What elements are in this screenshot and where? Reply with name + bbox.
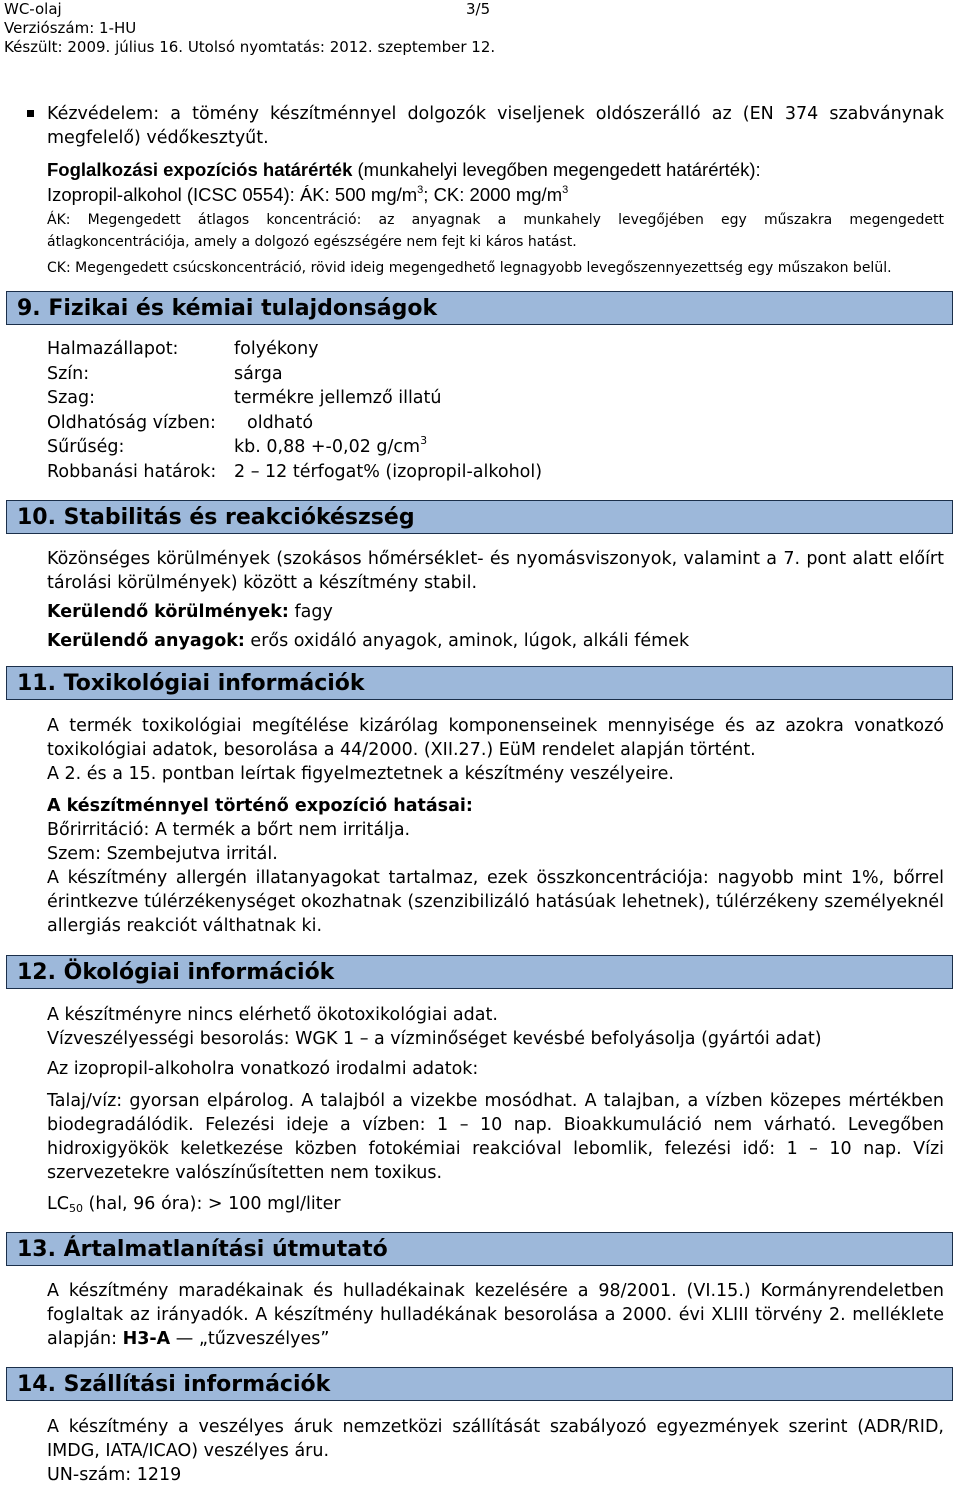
lc-sub: 50 <box>68 1202 83 1215</box>
unit-sup-1: 3 <box>417 184 424 196</box>
eye-irritation: Szem: Szembejutva irritál. <box>47 844 278 864</box>
exposure-limit-heading <box>47 158 944 182</box>
transport-text: A készítmény a veszélyes áruk nemzetközi szállítását szabályozó egyezmények szerint (ADR/RID, IMDG, IATA/ICAO) veszélyes áru. <box>47 1417 944 1461</box>
avoid-materials-label: Kerülendő anyagok: <box>47 631 245 651</box>
section-12-header <box>6 955 953 989</box>
property-value: termékre jellemző illatú <box>234 388 442 409</box>
section-12-title: 12. Ökológiai információk <box>17 960 335 985</box>
isopropyl-ak: Izopropil-alkohol (ICSC 0554): ÁK: 500 mg/m <box>47 184 418 205</box>
section-9-title: 9. Fizikai és kémiai tulajdonságok <box>17 296 438 321</box>
wgk-classification: Vízveszélyességi besorolás: WGK 1 – a vízminőséget kevésbé befolyásolja (gyártói adat) <box>47 1029 822 1049</box>
section-14-body <box>47 1415 944 1487</box>
exposure-limits <box>47 158 944 279</box>
property-value: oldható <box>247 412 314 433</box>
skin-irritation: Bőrirritáció: A termék a bőrt nem irritálja. <box>47 820 411 840</box>
eco-data: A készítményre nincs elérhető ökotoxikológiai adat. <box>47 1005 498 1025</box>
density-unit-sup: 3 <box>420 434 428 448</box>
section-9-header <box>6 291 953 325</box>
property-value: folyékony <box>234 339 319 359</box>
section-13-body <box>47 1279 944 1351</box>
isopropyl-limits <box>47 183 944 207</box>
section-11-body <box>47 714 944 938</box>
document-header <box>4 0 495 57</box>
disposal-text <box>47 1279 944 1351</box>
glove-bullet <box>47 102 944 150</box>
avoid-conditions-value: fagy <box>288 602 333 622</box>
disposal-body: A készítmény maradékainak és hulladékainak kezelésére a 98/2001. (VI.15.) Kormányrendeletben foglaltak az irányadók. A készítmény hulladékának besorolása a 2000. évi XLIII törvény 2. melléklete alapján: <box>47 1281 944 1349</box>
section-10-title: 10. Stabilitás és reakciókészség <box>17 505 415 530</box>
page-number: 3/5 <box>466 0 491 18</box>
property-label: Szag: <box>47 388 96 409</box>
lc-rest: (hal, 96 óra): > 100 mgl/liter <box>82 1194 341 1214</box>
section-12-body <box>47 1003 944 1216</box>
section-14-header <box>6 1367 953 1401</box>
tox-warning: A 2. és a 15. pontban leírtak figyelmeztetnek a készítmény veszélyeire. <box>47 764 674 784</box>
section-11-title: 11. Toxikológiai információk <box>17 671 365 696</box>
exposure-effects-title: A készítménnyel történő expozíció hatásai: <box>47 796 473 816</box>
ck-definition: CK: Megengedett csúcskoncentráció, rövid ideig megengedhető legnagyobb levegőszennyezettség egy műszakon belül. <box>47 260 892 276</box>
exposure-limit-bold: Foglalkozási expozíciós határérték <box>47 159 353 180</box>
waste-code-desc: — „tűzveszélyes” <box>170 1329 330 1349</box>
document-dates: Készült: 2009. július 16. Utolsó nyomtatás: 2012. szeptember 12. <box>4 38 496 56</box>
stability-text: Közönséges körülmények (szokásos hőmérséklet- és nyomásviszonyok, valamint a 7. pont alatt előírt tárolási körülmények) között a készítmény stabil. <box>47 549 944 593</box>
bullet-square-icon <box>27 110 34 117</box>
section-11-header <box>6 666 953 700</box>
property-value: sárga <box>234 363 283 384</box>
literature-heading: Az izopropil-alkoholra vonatkozó irodalmi adatok: <box>47 1059 479 1079</box>
section-14-title: 14. Szállítási információk <box>17 1372 331 1397</box>
property-value: 2 – 12 térfogat% (izopropil-alkohol) <box>234 461 543 482</box>
property-label: Szín: <box>47 363 90 384</box>
avoid-conditions-label: Kerülendő körülmények: <box>47 602 289 622</box>
un-number: UN-szám: 1219 <box>47 1465 182 1485</box>
glove-text: Kézvédelem: a tömény készítménnyel dolgozók viseljenek oldószerálló az (EN 374 szabványnak megfelelő) védőkesztyűt. <box>47 104 944 148</box>
ak-definition: ÁK: Megengedett átlagos koncentráció: az anyagnak a munkahely levegőjében egy műszakra megengedett átlagkoncentrációja, amely a dolgozó egészségére nem fejt ki káros hatást. <box>47 212 944 250</box>
section-13-header <box>6 1232 953 1266</box>
property-label: Halmazállapot: <box>47 339 179 359</box>
degradation-text: Talaj/víz: gyorsan elpárolog. A talajból a vizekbe mosódhat. A talajban, a vízben közepes mértékben biodegradálódik. Felezési ideje a vízben: 1 – 10 nap. Bioakkumuláció nem várható. Levegőben hidroxigyökök keletkezése közben fotokémiai reakcióval lebomlik, felezési idő: 1 – 10 nap. Vízi szervezetekre valószínűsítetten nem toxikus. <box>47 1091 944 1183</box>
exposure-limit-desc: (munkahelyi levegőben megengedett határérték): <box>352 159 761 180</box>
lc-label: LC <box>47 1194 69 1214</box>
unit-sup-2: 3 <box>562 184 569 196</box>
section-13-title: 13. Ártalmatlanítási útmutató <box>17 1237 388 1262</box>
product-name: WC-olaj <box>4 0 62 18</box>
section-10-header <box>6 500 953 534</box>
tox-assessment: A termék toxikológiai megítélése kizárólag komponenseinek mennyisége és az azokra vonatkozó toxikológiai adatok, besorolása a 44/2000. (XII.27.) EüM rendelet alapján történt. <box>47 716 944 760</box>
property-label: Oldhatóság vízben: <box>47 412 216 433</box>
property-label: Robbanási határok: <box>47 461 217 482</box>
version-number: Verziószám: 1-HU <box>4 19 137 37</box>
lc50-value <box>47 1192 944 1216</box>
isopropyl-ck: ; CK: 2000 mg/m <box>423 184 563 205</box>
allergen-text: A készítmény allergén illatanyagokat tartalmaz, ezek összkoncentrációja: nagyobb mint 1%, bőrrel érintkezve túlérzékenységet okozhatnak (szenzibilizáló hatásúak lehetnek), túlérzékeny személyeknél allergiás reakciót válthatnak ki. <box>47 868 944 936</box>
property-value: kb. 0,88 +-0,02 g/cm <box>234 437 421 458</box>
section-10-body <box>47 547 944 653</box>
waste-code: H3-A <box>122 1329 171 1349</box>
avoid-materials-value: erős oxidáló anyagok, aminok, lúgok, alkáli fémek <box>244 631 690 651</box>
avoid-materials <box>47 629 944 653</box>
avoid-conditions <box>47 600 944 624</box>
property-label: Sűrűség: <box>47 437 125 458</box>
